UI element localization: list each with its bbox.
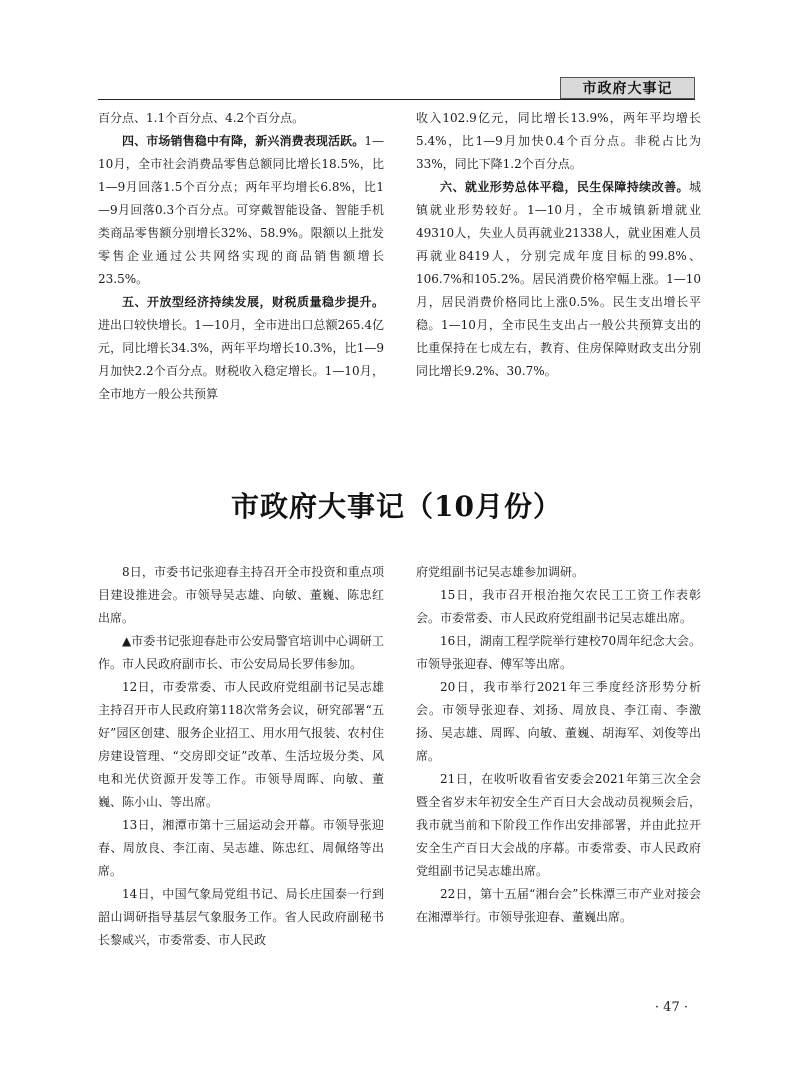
report-paragraph: 六、就业形势总体平稳，民生保障持续改善。城镇就业形势较好。1—10月，全市城镇新增就业49310人，失业人员再就业21338人，就业困难人员再就业8419人，分别完成年度目标的99.8%、106.7%和105.2%。居民消费价格窄幅上涨。1—10月，居民消费价格同比上涨0.5%。民生支出增长平稳。1—10月，全市民生支出占一般公共预算支出的比重保持在七成左右，教育、住房保障财政支出分别同比增长9.2%、30.7%。 — [416, 180, 701, 378]
event-entry: 15日，我市召开根治拖欠农民工工资工作表彰会。市委常委、市人民政府党组副书记吴志雄出席。 — [416, 588, 701, 625]
event-entry: 21日，在收听收看省安委会2021年第三次全会暨全省岁末年初安全生产百日大会战动员视频会后，我市就当前和下阶段工作作出安排部署，并由此拉开安全生产百日大会战的序幕。市委常委、市人民政府党组副书记吴志雄出席。 — [416, 772, 701, 878]
events-column-left — [98, 561, 384, 952]
event-entry: 13日，湘潭市第十三届运动会开幕。市领导张迎春、周放良、李江南、吴志雄、陈忠红、周佩络等出席。 — [98, 818, 384, 878]
event-entry: 府党组副书记吴志雄参加调研。 — [416, 565, 585, 579]
events-column-right — [416, 561, 701, 929]
event-entry: 8日，市委书记张迎春主持召开全市投资和重点项目建设推进会。市领导吴志雄、向敏、董巍、陈忠红出席。 — [98, 565, 384, 625]
event-entry: 12日，市委常委、市人民政府党组副书记吴志雄主持召开市人民政府第118次常务会议，研究部署“五好”园区创建、服务企业招工、用水用气报装、农村住房建设管理、“交房即交证”改革、生活垃圾分类、风电和光伏资源开发等工作。市领导周晖、向敏、董巍、陈小山、等出席。 — [98, 680, 384, 809]
event-entry: 16日，湖南工程学院举行建校70周年纪念大会。市领导张迎春、傅军等出席。 — [416, 634, 701, 671]
paragraph-heading: 五、开放型经济持续发展，财税质量稳步提升。 — [122, 295, 384, 309]
header-rule — [98, 99, 695, 100]
paragraph-heading: 四、市场销售稳中有降，新兴消费表现活跃。 — [122, 134, 365, 148]
event-entry: 20日，我市举行2021年三季度经济形势分析会。市领导张迎春、刘扬、周放良、李江南、李激扬、吴志雄、周晖、向敏、董巍、胡海军、刘俊等出席。 — [416, 680, 701, 763]
paragraph-heading: 六、就业形势总体平稳，民生保障持续改善。 — [440, 180, 689, 194]
report-paragraph: 五、开放型经济持续发展，财税质量稳步提升。进出口较快增长。1—10月，全市进出口总额265.4亿元，同比增长34.3%，两年平均增长10.3%，比1—9月加快2.2个百分点。财税收入稳定增长。1—10月，全市地方一般公共预算 — [98, 295, 384, 401]
report-paragraph: 百分点、1.1个百分点、4.2个百分点。 — [98, 111, 305, 125]
header-section-tag: 市政府大事记 — [560, 77, 695, 99]
report-paragraph: 四、市场销售稳中有降，新兴消费表现活跃。1—10月，全市社会消费品零售总额同比增长18.5%，比1—9月回落1.5个百分点；两年平均增长6.8%，比1—9月回落0.3个百分点。可穿戴智能设备、智能手机类商品零售额分别增长32%、58.9%。限额以上批发零售企业通过公共网络实现的商品销售额增长23.5%。 — [98, 134, 384, 286]
report-paragraph: 收入102.9亿元，同比增长13.9%，两年平均增长5.4%，比1—9月加快0.4个百分点。非税占比为33%，同比下降1.2个百分点。 — [416, 111, 701, 171]
report-column-right — [416, 107, 701, 383]
section-title: 市政府大事记（10月份） — [231, 490, 562, 523]
event-entry: 22日，第十五届“湘台会”长株潭三市产业对接会在湘潭举行。市领导张迎春、董巍出席。 — [416, 887, 701, 924]
event-entry: 14日，中国气象局党组书记、局长庄国泰一行到韶山调研指导基层气象服务工作。省人民政府副秘书长黎咸兴，市委常委、市人民政 — [98, 887, 384, 947]
page-number: · 47 · — [654, 1000, 688, 1015]
event-entry: ▲市委书记张迎春赴市公安局警官培训中心调研工作。市人民政府副市长、市公安局局长罗伟参加。 — [98, 634, 384, 671]
report-column-left — [98, 107, 384, 406]
